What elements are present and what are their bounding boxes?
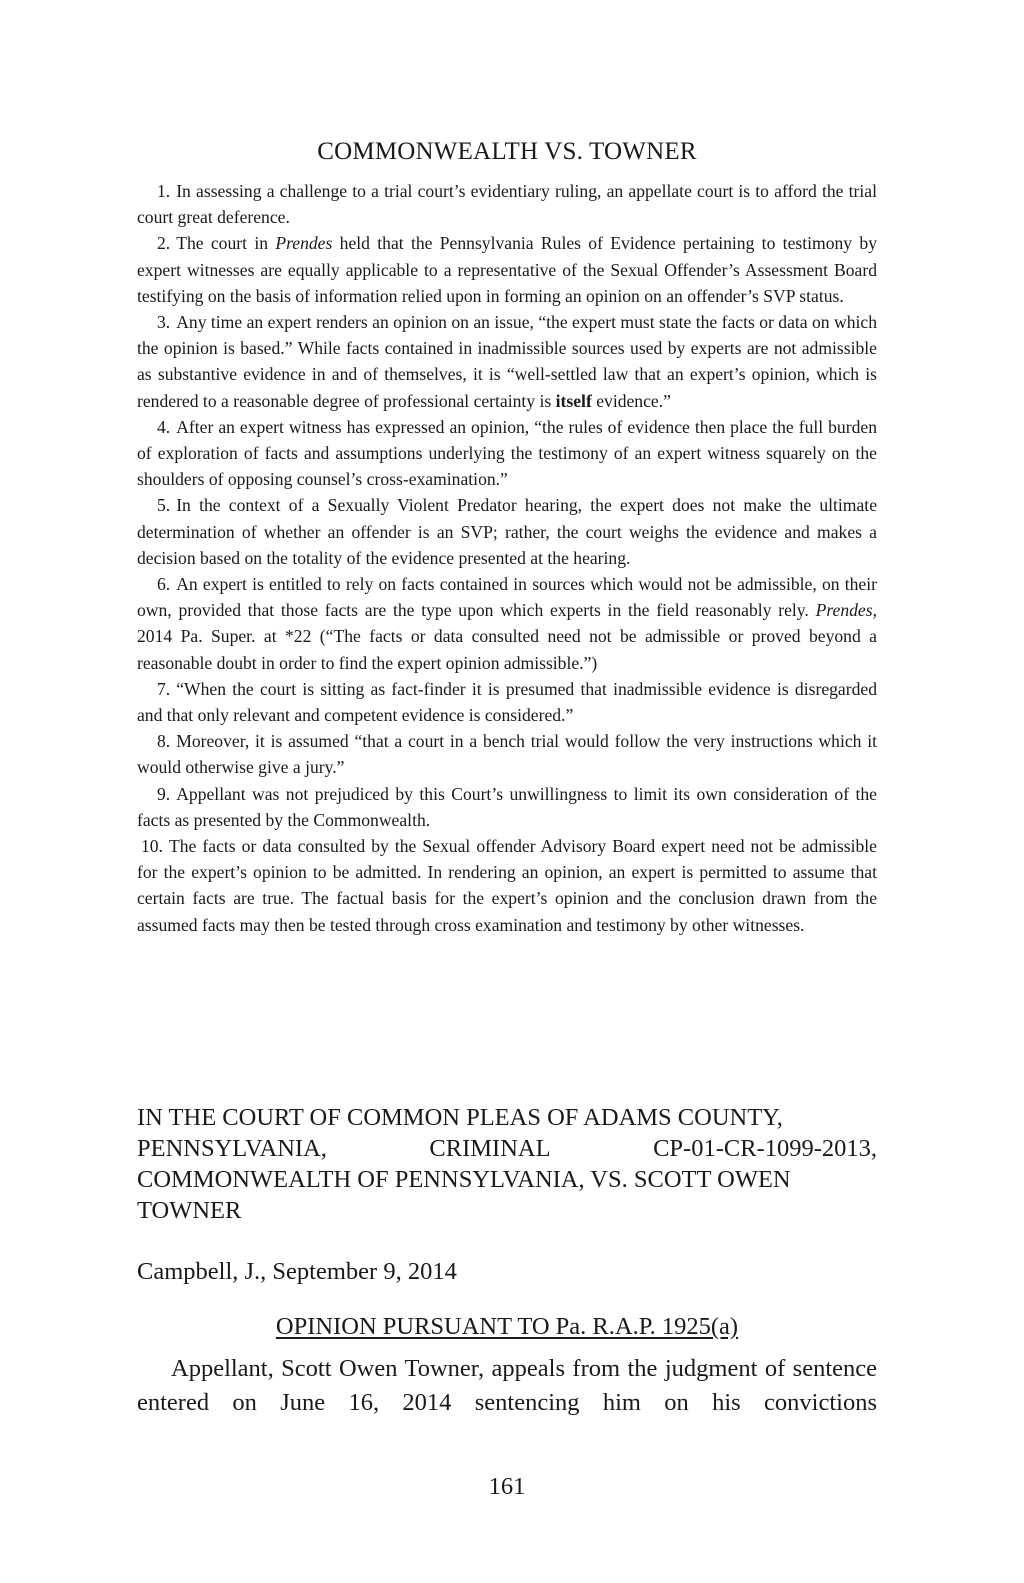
headnote-3 [137, 309, 877, 414]
headnote-text: The facts or data consulted by the Sexual offender Advisory Board expert need not be admissible for the expert’s opinion to be admitted. In rendering an opinion, an expert is permitted to assume that certain facts are true. The factual basis for the expert’s opinion and the conclusion drawn from the assumed facts may then be tested through cross examination and testimony by other witnesses. [137, 836, 877, 935]
headnote-text: Moreover, it is assumed “that a court in a bench trial would follow the very instructions which it would otherwise give a jury.” [137, 731, 877, 778]
opinion-heading-text: OPINION PURSUANT TO Pa. R.A.P. 1925(a) [275, 1313, 739, 1340]
headnote-number: 3. [157, 312, 171, 333]
headnote-number: 7. [157, 678, 171, 699]
headnote-text: Appellant was not prejudiced by this Court’s unwillingness to limit its own consideration of the facts as presented by the Commonwealth. [137, 783, 877, 830]
headnote-4 [137, 414, 877, 493]
caption-line [137, 1133, 877, 1164]
headnote-7 [137, 676, 877, 728]
caption-line: COMMONWEALTH OF PENNSYLVANIA, VS. SCOTT OWEN [137, 1166, 791, 1193]
headnote-text: An expert is entitled to rely on facts contained in sources which would not be admissible, on their own, provided that those facts are the type upon which experts in the field reasonably rely. [137, 574, 877, 621]
headnote-number: 4. [157, 416, 171, 437]
headnote-text: , 2014 Pa. Super. at *22 (“The facts or data consulted need not be admissible or proved beyond a reasonable doubt in order to find the expert opinion admissible.”) [137, 600, 877, 673]
headnote-5 [137, 492, 877, 571]
case-citation: Prendes [815, 600, 873, 621]
caption-state: PENNSYLVANIA, [137, 1135, 327, 1162]
headnote-text: In the context of a Sexually Violent Predator hearing, the expert does not make the ultimate determination of whether an offender is an SVP; rather, the court weighs the evidence and makes a decision based on the totality of the evidence presented at the hearing. [137, 495, 877, 568]
headnote-number: 5. [157, 495, 171, 516]
document-page [137, 0, 877, 1583]
headnote-number: 2. [157, 233, 171, 254]
body-paragraph: Appellant, Scott Owen Towner, appeals from the judgment of sentence entered on June 16, 2014 sentencing him on his convictions [137, 1355, 877, 1416]
judge-date-line: Campbell, J., September 9, 2014 [137, 1258, 457, 1285]
headnote-2 [137, 230, 877, 309]
page-number: 161 [488, 1473, 526, 1500]
headnote-text: Any time an expert renders an opinion on an issue, “the expert must state the facts or data on which the opinion is based.” While facts contained in inadmissible sources used by experts are not admissible as substantive evidence in and of themselves, it is “well-settled law that an expert’s opinion, which is rendered to a reasonable degree of professional certainty is [137, 312, 877, 411]
headnote-10 [137, 833, 877, 938]
headnote-1 [137, 178, 877, 230]
headnote-9 [137, 781, 877, 833]
headnote-text: In assessing a challenge to a trial court’s evidentiary ruling, an appellate court is to afford the trial court great deference. [137, 181, 877, 228]
caption-line: TOWNER [137, 1197, 242, 1224]
headnote-text: “When the court is sitting as fact-finder it is presumed that inadmissible evidence is disregarded and that only relevant and competent evidence is considered.” [137, 678, 877, 726]
emphasis-text: itself [555, 390, 592, 411]
headnote-text: The court in [176, 233, 276, 254]
case-citation: Prendes [275, 233, 333, 254]
headnote-6 [137, 571, 877, 676]
headnote-number: 1. [157, 181, 171, 201]
headnote-number: 8. [157, 731, 171, 752]
headnote-number: 6. [157, 574, 171, 595]
running-head: COMMONWEALTH VS. TOWNER [317, 138, 697, 165]
headnote-8 [137, 728, 877, 780]
case-caption [137, 1102, 877, 1226]
headnote-text: evidence.” [591, 390, 671, 411]
headnote-number: 9. [157, 783, 171, 804]
headnote-number: 10. [141, 836, 163, 857]
headnote-text: After an expert witness has expressed an opinion, “the rules of evidence then place the full burden of exploration of facts and assumptions underlying the testimony of an expert witness squarely on the shoulders of opposing counsel’s cross-examination.” [137, 416, 877, 490]
caption-docket: CP-01-CR-1099-2013, [653, 1135, 877, 1162]
headnote-text: held that the Pennsylvania Rules of Evidence pertaining to testimony by expert witnesses are equally applicable to a representative of the Sexual Offender’s Assessment Board testifying on the basis of information relied upon in forming an opinion on an offender’s SVP status. [137, 233, 877, 306]
headnotes [137, 178, 877, 938]
opinion-body [137, 1352, 877, 1420]
caption-line: IN THE COURT OF COMMON PLEAS OF ADAMS COUNTY, [137, 1104, 783, 1131]
opinion-heading [137, 1313, 877, 1341]
caption-division: CRIMINAL [429, 1135, 551, 1162]
